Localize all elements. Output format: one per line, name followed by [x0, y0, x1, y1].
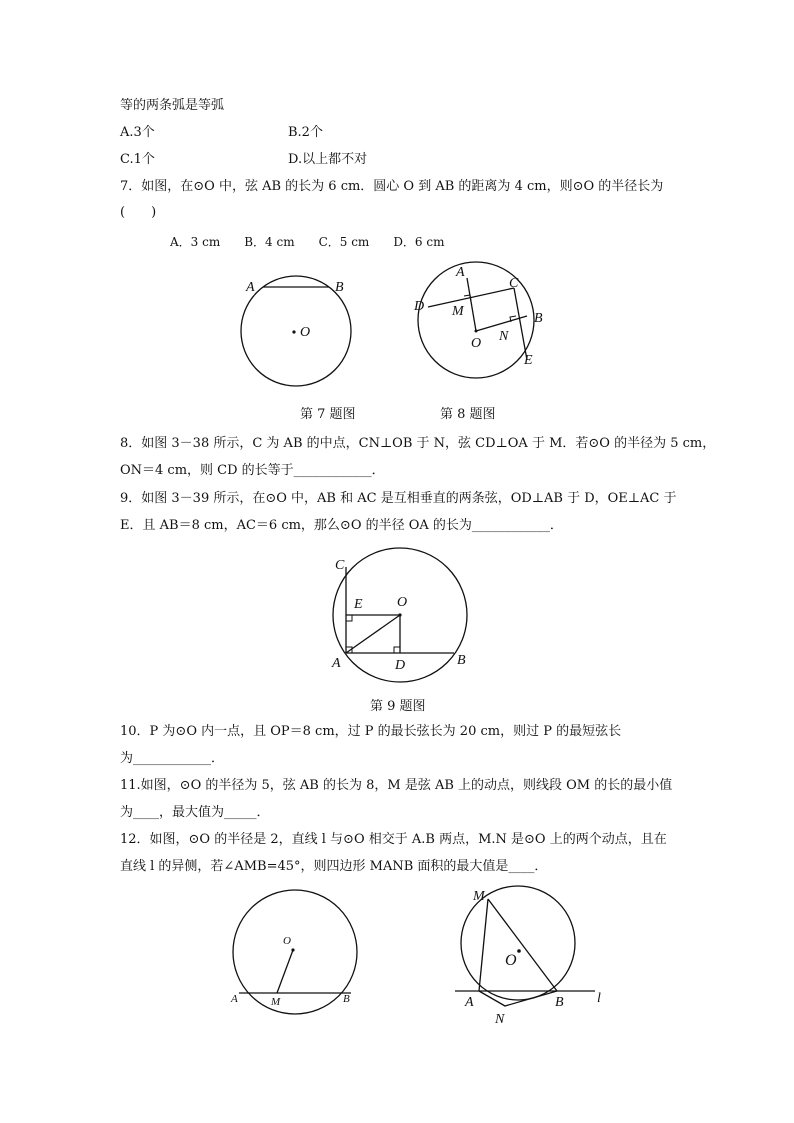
- figure-8-caption: 第 8 题图: [440, 407, 496, 422]
- figure-8: [410, 260, 550, 395]
- question-11-line1: 11.如图，⊙O 的半径为 5，弦 AB 的长为 8，M 是弦 AB 上的动点，则线段 OM 的长的最小值: [120, 778, 673, 793]
- figure-11: [225, 890, 365, 1025]
- figure-12: [455, 885, 615, 1030]
- question-11-line2: 为____，最大值为_____．: [120, 805, 270, 820]
- question-9-line2: E．且 AB＝8 cm，AC＝6 cm，那么⊙O 的半径 OA 的长为____________．: [120, 518, 563, 533]
- option-b: B.2个: [288, 125, 323, 140]
- fig12-label-m: M: [473, 889, 485, 904]
- fig9-label-e: E: [354, 597, 363, 612]
- question-12-line2: 直线 l 的异侧，若∠AMB=45°，则四边形 MANB 面积的最大值是____．: [120, 859, 548, 874]
- question-7-line1: 7．如图，在⊙O 中，弦 AB 的长为 6 cm．圆心 O 到 AB 的距离为 4 cm，则⊙O 的半径长为: [120, 179, 664, 194]
- fig8-label-d: D: [414, 299, 425, 314]
- fig12-label-b: B: [555, 995, 564, 1010]
- figure-9: [325, 545, 485, 690]
- fig8-label-n: N: [499, 329, 509, 344]
- option-a: A.3个: [120, 125, 155, 140]
- fig8-label-a: A: [456, 265, 465, 280]
- fig9-label-c: C: [335, 558, 345, 573]
- figure-7-caption: 第 7 题图: [300, 407, 356, 422]
- fig8-label-o: O: [471, 336, 482, 351]
- text-line-continuation: 等的两条弧是等弧: [120, 98, 225, 113]
- fig9-label-a: A: [332, 656, 341, 671]
- question-7-line2: ( ): [120, 205, 157, 220]
- question-7-options: A．3 cm B．4 cm C．5 cm D．6 cm: [170, 235, 445, 249]
- fig7-label-a: A: [246, 280, 255, 295]
- fig12-label-n: N: [495, 1012, 505, 1027]
- fig8-label-c: C: [509, 276, 519, 291]
- fig8-label-m: M: [452, 304, 464, 319]
- question-8-line2: ON＝4 cm，则 CD 的长等于____________．: [120, 463, 385, 478]
- question-10-line2: 为____________．: [120, 751, 225, 766]
- fig9-label-b: B: [457, 653, 466, 668]
- figure-9-caption: 第 9 题图: [370, 699, 426, 714]
- question-12-line1: 12．如图，⊙O 的半径是 2，直线 l 与⊙O 相交于 A.B 两点，M.N 是⊙O 上的两个动点，且在: [120, 832, 667, 847]
- fig12-label-a: A: [465, 995, 474, 1010]
- fig11-label-o: O: [283, 935, 291, 947]
- fig7-label-o: O: [300, 325, 311, 340]
- fig8-label-e: E: [524, 353, 533, 368]
- fig9-label-o: O: [397, 595, 408, 610]
- fig11-label-b: B: [343, 993, 350, 1005]
- fig9-label-d: D: [395, 658, 406, 673]
- fig12-label-o: O: [505, 952, 517, 969]
- fig7-label-b: B: [335, 280, 344, 295]
- fig12-label-l: l: [597, 991, 601, 1006]
- question-9-line1: 9．如图 3－39 所示，在⊙O 中，AB 和 AC 是互相垂直的两条弦，OD⊥AB 于 D，OE⊥AC 于: [120, 491, 677, 506]
- option-d: D.以上都不对: [288, 152, 368, 167]
- option-c: C.1个: [120, 152, 155, 167]
- question-10-line1: 10．P 为⊙O 内一点，且 OP＝8 cm，过 P 的最长弦长为 20 cm，则过 P 的最短弦长: [120, 724, 622, 739]
- fig8-label-b: B: [534, 311, 543, 326]
- figure-7: [230, 270, 360, 400]
- fig11-label-a: A: [231, 993, 238, 1005]
- question-8-line1: 8．如图 3－38 所示，C 为 AB 的中点，CN⊥OB 于 N，弦 CD⊥OA 于 M．若⊙O 的半径为 5 cm，: [120, 436, 716, 451]
- fig11-label-m: M: [271, 996, 281, 1008]
